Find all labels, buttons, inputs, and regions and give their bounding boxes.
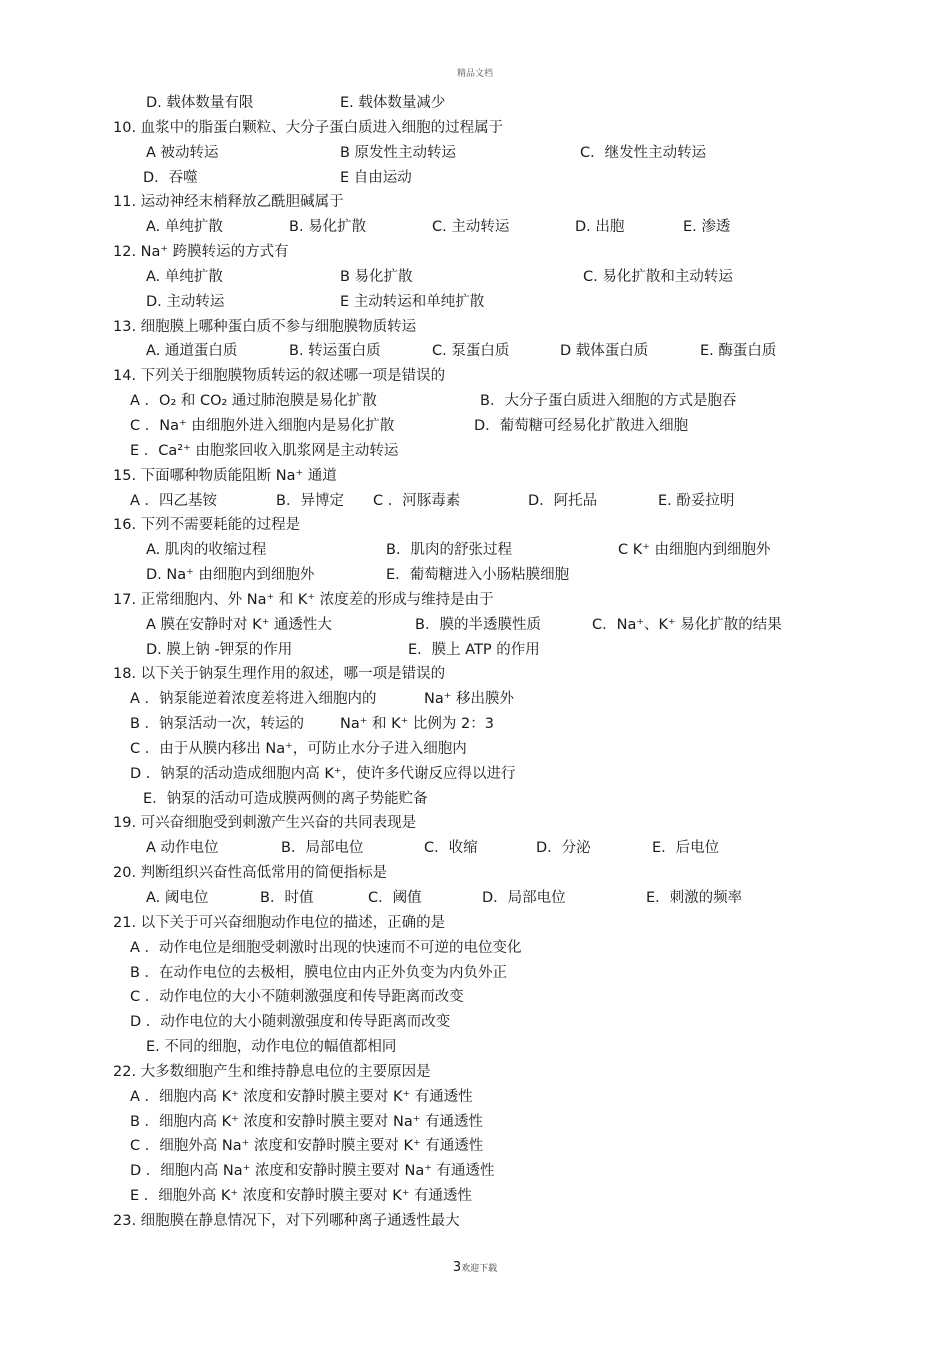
line-text: A ．钠泵能逆着浓度差将进入细胞内的 xyxy=(130,691,377,708)
line-text: B ．细胞内高 K⁺ 浓度和安静时膜主要对 Na⁺ 有通透性 xyxy=(130,1113,484,1130)
line-text: C．继发性主动转运 xyxy=(580,144,707,161)
line-text: B ．钠泵活动一次，转运的 xyxy=(130,716,305,733)
line-text: E. 渗透 xyxy=(683,219,731,236)
line-text: D．阿托品 xyxy=(528,492,598,509)
page-header: 精品文档 xyxy=(456,69,493,79)
line-text: E. 酶蛋白质 xyxy=(700,343,777,360)
line-text: C．Na⁺、K⁺ 易化扩散的结果 xyxy=(592,616,782,633)
line-text: E．钠泵的活动可造成膜两侧的离子势能贮备 xyxy=(143,790,428,807)
text-line xyxy=(0,315,950,340)
line-text: A. 阈电位 xyxy=(146,890,209,906)
text-line xyxy=(0,1085,950,1110)
text-line xyxy=(0,1060,950,1085)
line-text: A 动作电位 xyxy=(146,840,219,857)
text-line xyxy=(0,1159,950,1184)
line-text: Na⁺ 移出膜外 xyxy=(424,691,514,708)
text-line xyxy=(0,936,950,961)
line-text: B ．在动作电位的去极相，膜电位由内正外负变为内负外正 xyxy=(130,964,508,981)
line-text: C ．河豚毒素 xyxy=(373,492,461,509)
line-text: D ．动作电位的大小随刺激强度和传导距离而改变 xyxy=(130,1014,451,1031)
line-text: A ．细胞内高 K⁺ 浓度和安静时膜主要对 K⁺ 有通透性 xyxy=(130,1088,473,1105)
line-text: A 被动转运 xyxy=(146,144,219,161)
line-text: E. 酚妥拉明 xyxy=(658,492,735,509)
line-text: C. 易化扩散和主动转运 xyxy=(583,268,733,285)
page-number: 3 xyxy=(452,1260,462,1275)
line-text: A. 单纯扩散 xyxy=(146,219,223,236)
text-line xyxy=(0,389,950,414)
text-line xyxy=(0,439,950,464)
line-text: B 易化扩散 xyxy=(340,268,413,285)
page-footer xyxy=(0,1260,950,1275)
line-text: 23. 细胞膜在静息情况下，对下列哪种离子通透性最大 xyxy=(113,1212,460,1229)
line-text: 10. 血浆中的脂蛋白颗粒、大分子蛋白质进入细胞的过程属于 xyxy=(113,119,504,136)
line-text: D ．细胞内高 Na⁺ 浓度和安静时膜主要对 Na⁺ 有通透性 xyxy=(130,1163,495,1180)
text-line xyxy=(0,1209,950,1234)
text-line xyxy=(0,116,950,141)
line-text: E. 不同的细胞，动作电位的幅值都相同 xyxy=(146,1039,397,1056)
line-text: E. 载体数量减少 xyxy=(340,95,446,111)
line-text: C K⁺ 由细胞内到细胞外 xyxy=(618,542,771,559)
line-text: B．时值 xyxy=(260,890,314,906)
line-text: C ．细胞外高 Na⁺ 浓度和安静时膜主要对 K⁺ 有通透性 xyxy=(130,1138,484,1155)
text-line xyxy=(0,141,950,166)
text-line xyxy=(0,339,950,364)
footer-text: 欢迎下载 xyxy=(461,1264,498,1274)
text-line xyxy=(0,662,950,687)
line-text: E．葡萄糖进入小肠粘膜细胞 xyxy=(386,567,570,584)
text-line xyxy=(0,1010,950,1035)
line-text: E．后电位 xyxy=(652,840,720,857)
line-text: 16. 下列不需要耗能的过程是 xyxy=(113,517,301,534)
text-line xyxy=(0,762,950,787)
text-line xyxy=(0,687,950,712)
line-text: C．收缩 xyxy=(424,840,478,857)
line-text: A ．O₂ 和 CO₂ 通过肺泡膜是易化扩散 xyxy=(130,393,377,410)
line-text: D. 主动转运 xyxy=(146,293,225,310)
line-text: C. 泵蛋白质 xyxy=(432,343,510,360)
text-line xyxy=(0,215,950,240)
line-text: D. 出胞 xyxy=(575,219,625,236)
text-line xyxy=(0,638,950,663)
line-text: 12. Na⁺ 跨膜转运的方式有 xyxy=(113,244,289,261)
text-line xyxy=(0,588,950,613)
line-text: 15. 下面哪种物质能阻断 Na⁺ 通道 xyxy=(113,467,337,484)
text-line xyxy=(0,464,950,489)
line-text: B．异博定 xyxy=(276,492,344,509)
line-text: E 自由运动 xyxy=(340,169,412,186)
line-text: A. 通道蛋白质 xyxy=(146,343,238,360)
line-text: B. 易化扩散 xyxy=(289,219,367,236)
line-text: 11. 运动神经末梢释放乙酰胆碱属于 xyxy=(113,194,344,211)
line-text: A ．动作电位是细胞受刺激时出现的快速而不可逆的电位变化 xyxy=(130,939,522,956)
line-text: C ．动作电位的大小不随刺激强度和传导距离而改变 xyxy=(130,989,464,1006)
text-line xyxy=(0,911,950,936)
text-line xyxy=(0,737,950,762)
text-line xyxy=(0,166,950,191)
line-text: B. 转运蛋白质 xyxy=(289,343,381,360)
text-line xyxy=(0,414,950,439)
text-line xyxy=(0,364,950,389)
line-text: B．局部电位 xyxy=(281,840,364,857)
line-text: B．肌肉的舒张过程 xyxy=(386,542,512,559)
line-text: D. 膜上钠 -钾泵的作用 xyxy=(146,641,293,658)
line-text: B．大分子蛋白质进入细胞的方式是胞吞 xyxy=(480,393,737,410)
text-line xyxy=(0,513,950,538)
line-text: A. 肌肉的收缩过程 xyxy=(146,542,267,559)
line-text: D ．钠泵的活动造成细胞内高 K⁺，使许多代谢反应得以进行 xyxy=(130,765,516,782)
text-line xyxy=(0,240,950,265)
text-line xyxy=(0,985,950,1010)
line-text: A. 单纯扩散 xyxy=(146,268,223,285)
line-text: E．膜上 ATP 的作用 xyxy=(408,641,540,658)
line-text: D．葡萄糖可经易化扩散进入细胞 xyxy=(474,417,689,434)
line-text: A ．四乙基铵 xyxy=(130,492,218,509)
line-text: Na⁺ 和 K⁺ 比例为 2：3 xyxy=(340,716,494,733)
question-content xyxy=(0,91,950,1234)
text-line xyxy=(0,190,950,215)
text-line xyxy=(0,712,950,737)
line-text: D 载体蛋白质 xyxy=(560,343,649,360)
text-line xyxy=(0,1134,950,1159)
line-text: D. Na⁺ 由细胞内到细胞外 xyxy=(146,567,315,584)
line-text: E 主动转运和单纯扩散 xyxy=(340,293,485,310)
text-line xyxy=(0,613,950,638)
line-text: 21. 以下关于可兴奋细胞动作电位的描述，正确的是 xyxy=(113,914,446,931)
text-line xyxy=(0,265,950,290)
line-text: E ．Ca²⁺ 由胞浆回收入肌浆网是主动转运 xyxy=(130,442,399,459)
line-text: C. 主动转运 xyxy=(432,219,510,236)
line-text: 18. 以下关于钠泵生理作用的叙述，哪一项是错误的 xyxy=(113,666,446,683)
line-text: E．刺激的频率 xyxy=(646,890,743,906)
text-line xyxy=(0,1110,950,1135)
text-line xyxy=(0,290,950,315)
line-text: 14. 下列关于细胞膜物质转运的叙述哪一项是错误的 xyxy=(113,368,446,385)
line-text: 13. 细胞膜上哪种蛋白质不参与细胞膜物质转运 xyxy=(113,318,417,335)
text-line xyxy=(0,563,950,588)
line-text: D. 载体数量有限 xyxy=(146,95,254,111)
line-text: C．阈值 xyxy=(368,890,422,906)
line-text: B．膜的半透膜性质 xyxy=(415,616,541,633)
text-line xyxy=(0,861,950,886)
text-line xyxy=(0,538,950,563)
line-text: E ．细胞外高 K⁺ 浓度和安静时膜主要对 K⁺ 有通透性 xyxy=(130,1188,473,1205)
line-text: 19. 可兴奋细胞受到刺激产生兴奋的共同表现是 xyxy=(113,815,417,832)
line-text: 17. 正常细胞内、外 Na⁺ 和 K⁺ 浓度差的形成与维持是由于 xyxy=(113,591,494,608)
line-text: D．局部电位 xyxy=(482,890,566,906)
line-text: 20. 判断组织兴奋性高低常用的简便指标是 xyxy=(113,865,388,882)
line-text: 22. 大多数细胞产生和维持静息电位的主要原因是 xyxy=(113,1063,431,1080)
text-line xyxy=(0,886,950,911)
text-line xyxy=(0,836,950,861)
text-line xyxy=(0,1184,950,1209)
line-text: C ．由于从膜内移出 Na⁺，可防止水分子进入细胞内 xyxy=(130,740,467,757)
line-text: D．吞噬 xyxy=(143,169,198,186)
line-text: A 膜在安静时对 K⁺ 通透性大 xyxy=(146,616,332,633)
line-text: B 原发性主动转运 xyxy=(340,144,457,161)
line-text: D．分泌 xyxy=(536,840,591,857)
text-line xyxy=(0,489,950,514)
text-line xyxy=(0,961,950,986)
text-line xyxy=(0,1035,950,1060)
line-text: C ．Na⁺ 由细胞外进入细胞内是易化扩散 xyxy=(130,417,395,434)
text-line xyxy=(0,787,950,812)
text-line xyxy=(0,91,950,116)
text-line xyxy=(0,811,950,836)
